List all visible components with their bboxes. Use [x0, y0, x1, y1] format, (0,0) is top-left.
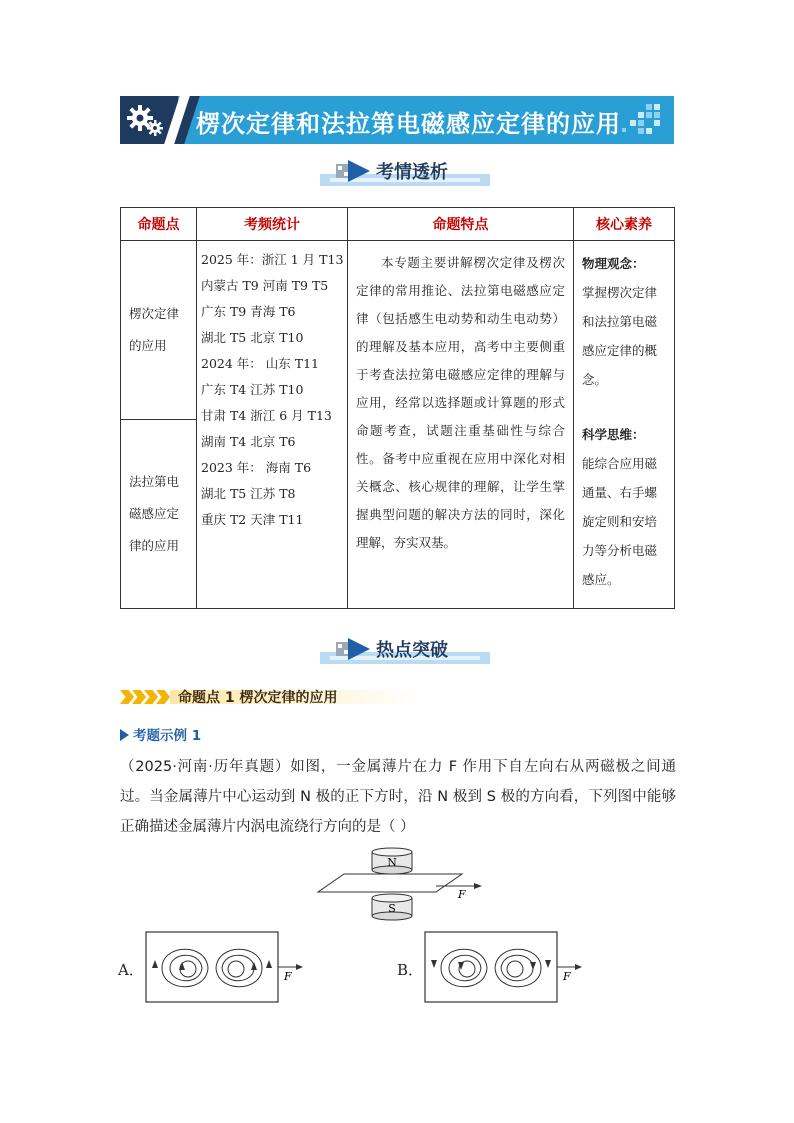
chevron-right-icon [120, 690, 134, 704]
chevron-right-icon [132, 690, 146, 704]
option-b-label[interactable]: B． [397, 961, 424, 979]
header-cell: 命题特点 [348, 208, 574, 241]
force-label: F [458, 888, 466, 901]
stats-line: 重庆 T2 天津 T11 [201, 512, 304, 527]
core-heading: 物理观念： [582, 256, 645, 271]
topic-header [120, 686, 460, 708]
triangle-right-icon [120, 729, 129, 741]
header-cell: 核心素养 [574, 208, 675, 241]
arrow-play-icon [336, 636, 372, 662]
stats-line: 湖南 T4 北京 T6 [201, 434, 296, 449]
pixel-decoration-icon [616, 102, 666, 138]
south-label: S [388, 902, 396, 915]
stats-line: 广东 T9 青海 T6 [201, 304, 296, 319]
point-cell: 法拉第电磁感应定律的应用 [121, 420, 197, 609]
stats-line: 2023 年： 海南 T6 [201, 460, 312, 475]
table-row [121, 241, 675, 420]
point-cell: 楞次定律的应用 [121, 241, 197, 420]
option-b-diagram[interactable] [423, 930, 583, 1004]
chevron-right-icon [156, 690, 170, 704]
features-cell: 本专题主要讲解楞次定律及楞次定律的常用推论、法拉第电磁感应定律（包括感生电动势和动生电动势）的理解及基本应用，高考中主要侧重于考查法拉第电磁感应定律的理解与应用，经常以选择题或计算题的形式命题考查，试题注重基础性与综合性。备考中应重视在应用中深化对相关概念、核心规律的理解，让学生掌握典型问题的解决方法的同时，深化理解，夯实双基。 [348, 241, 574, 609]
core-cell [574, 241, 675, 609]
question-text: （2025·河南·历年真题）如图，一金属薄片在力 F 作用下自左向右从两磁极之间通过。当金属薄片中心运动到 N 极的正下方时，沿 N 极到 S 极的方向看，下列图中能够正确描述金属薄片内涡电流绕行方向的是（ ） [120, 759, 676, 835]
stats-line: 湖北 T5 北京 T10 [201, 330, 304, 345]
stats-line: 2025 年：浙江 1 月 T13 [201, 252, 344, 267]
north-label: N [387, 856, 397, 869]
section-title: 热点突破 [376, 640, 448, 661]
exam-analysis-table [120, 207, 675, 609]
stats-line: 内蒙古 T9 河南 T9 T5 [201, 278, 329, 293]
magnet-figure [316, 846, 486, 926]
section-badge-analysis [320, 156, 490, 190]
core-text: 掌握楞次定律和法拉第电磁感应定律的概念。 [582, 285, 658, 387]
south-magnet [372, 894, 412, 920]
option-a-diagram[interactable] [144, 930, 304, 1004]
stats-cell [197, 241, 348, 609]
gear-icon [120, 96, 172, 144]
force-label: F [563, 970, 571, 983]
stats-line: 甘肃 T4 浙江 6 月 T13 [201, 408, 332, 423]
header-cell: 命题点 [121, 208, 197, 241]
chevron-right-icon [144, 690, 158, 704]
section-title: 考情透析 [376, 162, 448, 183]
example-heading [120, 724, 201, 744]
example-title: 考题示例 1 [133, 728, 202, 744]
title-banner [120, 96, 674, 144]
metal-plate [318, 874, 462, 892]
core-heading: 科学思维： [582, 427, 645, 442]
force-label: F [284, 970, 292, 983]
section-badge-hotspot [320, 634, 490, 668]
stats-line: 湖北 T5 江苏 T8 [201, 486, 296, 501]
topic-title: 命题点 1 楞次定律的应用 [178, 690, 338, 706]
arrow-play-icon [336, 158, 372, 184]
north-magnet [372, 848, 412, 874]
table-header-row [121, 208, 675, 241]
stats-line: 2024 年： 山东 T11 [201, 356, 319, 371]
stats-line: 广东 T4 江苏 T10 [201, 382, 304, 397]
core-text: 能综合应用磁通量、右手螺旋定则和安培力等分析电磁感应。 [582, 456, 658, 587]
page-title: 楞次定律和法拉第电磁感应定律的应用 [196, 110, 621, 138]
header-cell: 考频统计 [197, 208, 348, 241]
option-a-label[interactable]: A． [118, 961, 144, 979]
